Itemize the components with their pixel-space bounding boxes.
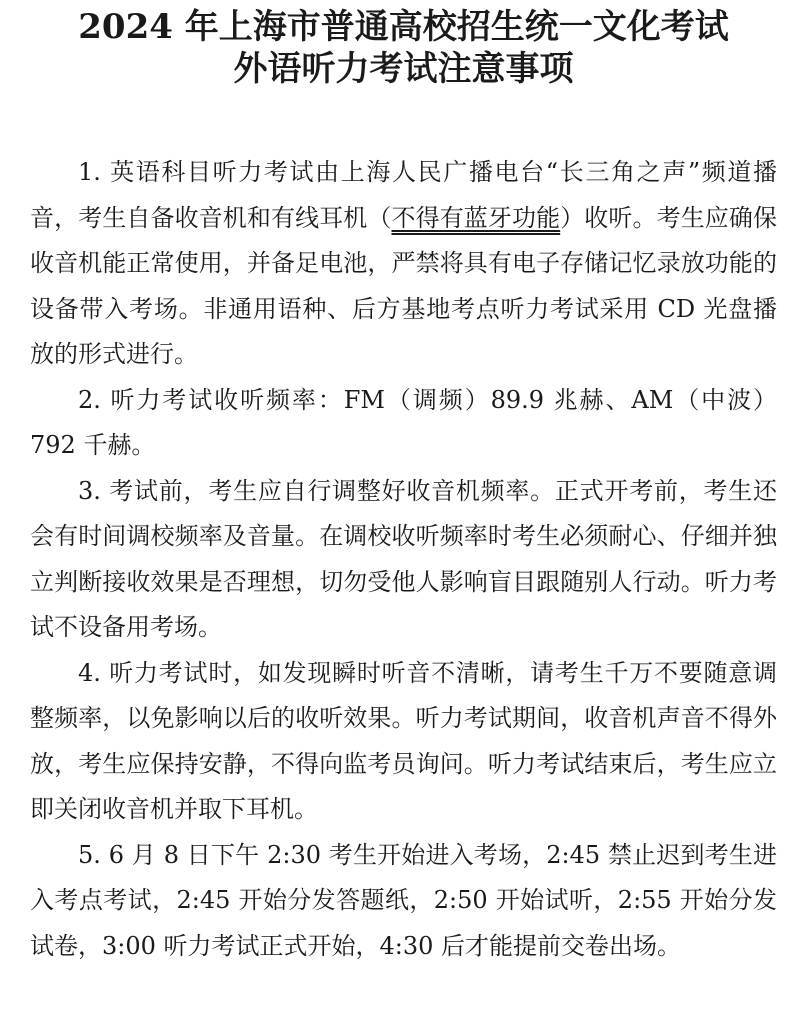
- notice-item-5: 5. 6 月 8 日下午 2:30 考生开始进入考场，2:45 禁止迟到考生进入考点考试，2:45 开始分发答题纸，2:50 开始试听，2:55 开始分发试卷，3:00 听力考试正式开始，4:30 后才能提前交卷出场。: [30, 840, 777, 960]
- title-line-1: 2024 年上海市普通高校招生统一文化考试: [78, 7, 729, 47]
- notice-item-1-text-before: 1. 英语科目听力考试由上海人民广播电台“长三角之声”频道播音，考生自备收音机和有线耳机（: [30, 158, 777, 232]
- bluetooth-restriction-note: 不得有蓝牙功能: [391, 203, 561, 232]
- notice-item-4: 4. 听力考试时，如发现瞬时听音不清晰，请考生千万不要随意调整频率，以免影响以后的收听效果。听力考试期间，收音机声音不得外放，考生应保持安静，不得向监考员询问。听力考试结束后，考生应立即关闭收音机并取下耳机。: [30, 658, 777, 823]
- notice-item-3: 3. 考试前，考生应自行调整好收音机频率。正式开考前，考生还会有时间调校频率及音量。在调校收听频率时考生必须耐心、仔细并独立判断接收效果是否理想，切勿受他人影响盲目跟随别人行动。听力考试不设备用考场。: [30, 476, 777, 641]
- document-body: [30, 150, 777, 969]
- notice-item-1-text-after: ）收听。考生应确保收音机能正常使用，并备足电池，严禁将具有电子存储记忆录放功能的设备带入考场。非通用语种、后方基地考点听力考试采用 CD 光盘播放的形式进行。: [30, 203, 778, 368]
- notice-item-1: [30, 150, 777, 378]
- title-line-2: 外语听力考试注意事项: [233, 49, 574, 89]
- document-title: [30, 6, 777, 90]
- notice-item-2: 2. 听力考试收听频率：FM（调频）89.9 兆赫、AM（中波）792 千赫。: [30, 385, 777, 459]
